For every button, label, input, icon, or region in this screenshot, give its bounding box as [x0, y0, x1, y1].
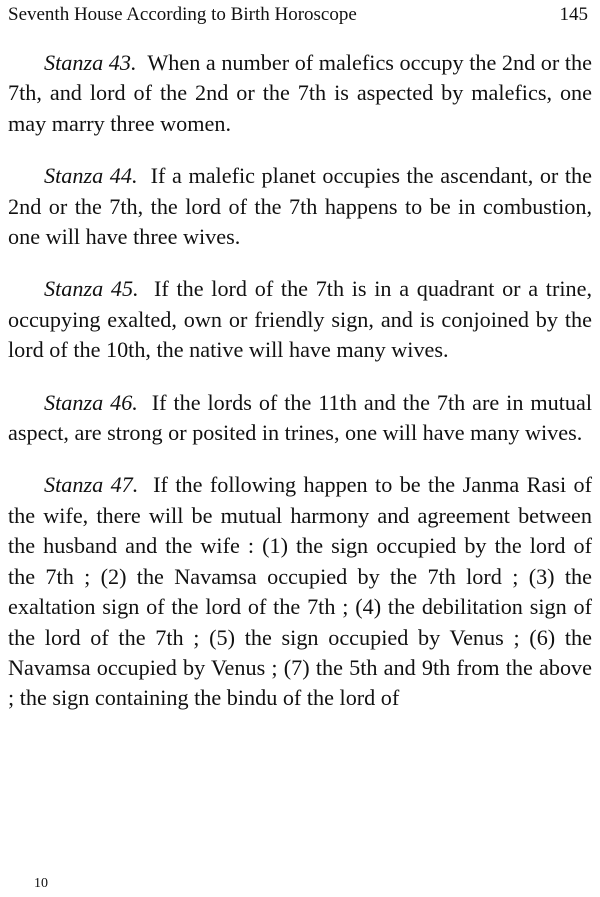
stanza-text: If the lord of the 7th is in a quadrant or a trine, occupying exalted, own or friendly sign, and is conjoined by the lord of the 10th, the native will have many wives.	[8, 276, 592, 363]
page-number: 145	[559, 4, 588, 25]
stanza-label: Stanza 43.	[44, 50, 137, 75]
stanza-text: If a malefic planet occupies the ascendant, or the 2nd or the 7th, the lord of the 7th happens to be in combustion, one will have three wives.	[8, 163, 593, 250]
signature-mark: 10	[34, 876, 48, 891]
stanza-text: When a number of malefics occupy the 2nd or the 7th, and lord of the 2nd or the 7th is aspected by malefics, one may marry three women.	[8, 50, 592, 136]
stanza-label: Stanza 47.	[44, 472, 139, 498]
stanza-45	[8, 274, 592, 365]
stanza-44	[8, 161, 592, 252]
stanza-text: If the following happen to be the Janma Rasi of the wife, there will be mutual harmony and agreement between the husband and the wife : (1) the sign occupied by the lord of the 7th ; (2) the Navamsa occupied by the 7th lord ; (3) the exaltation sign of the lord of the 7th ; (4) the debilitation sign of the lord of the 7th ; (5) the sign occupied by Venus ; (6) the Navamsa occupied by Venus ; (7) the 5th and 9th from the above ; the sign containing the bindu of the lord of	[8, 472, 592, 711]
stanza-46	[8, 388, 592, 449]
stanza-label: Stanza 44.	[44, 163, 138, 189]
page-header	[8, 2, 592, 32]
stanza-text: If the lords of the 11th and the 7th are in mutual aspect, are strong or posited in trines, one will have many wives.	[8, 389, 593, 446]
stanza-43	[8, 48, 592, 139]
running-title: Seventh House According to Birth Horoscope	[8, 4, 357, 25]
stanza-label: Stanza 45.	[44, 276, 139, 302]
stanza-47	[8, 470, 592, 713]
stanza-label: Stanza 46.	[44, 389, 138, 415]
